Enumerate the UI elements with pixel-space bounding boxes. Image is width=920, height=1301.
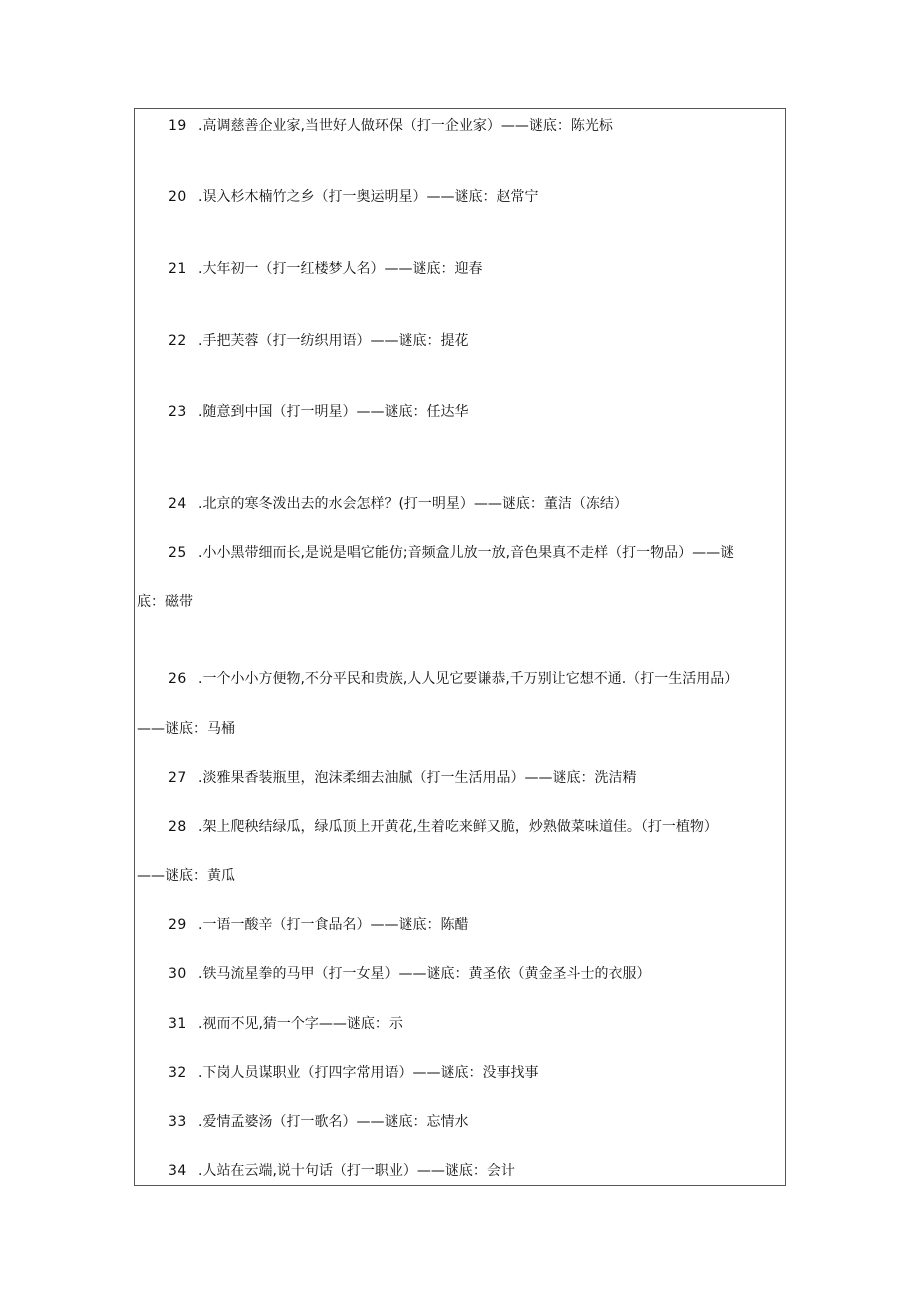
riddle-number: 33	[168, 1114, 187, 1130]
riddle-number: 27	[168, 770, 187, 786]
riddle-26-continuation: ——谜底：马桶	[137, 721, 235, 737]
riddle-text: .随意到中国（打一明星）——谜底：任达华	[198, 404, 469, 420]
riddle-text: .淡雅果香装瓶里，泡沫柔细去油腻（打一生活用品）——谜底：洗洁精	[198, 770, 637, 786]
riddle-number: 31	[168, 1016, 187, 1032]
riddle-text: .手把芙蓉（打一纺织用语）——谜底：提花	[198, 333, 469, 349]
riddle-number: 30	[168, 966, 187, 982]
riddle-25-continuation: 底：磁带	[137, 594, 193, 610]
riddle-text: .爱情孟婆汤（打一歌名）——谜底：忘情水	[198, 1114, 469, 1130]
riddle-text: .一个小小方便物,不分平民和贵族,人人见它要谦恭,千万别让它想不通.（打一生活用品）	[198, 671, 739, 687]
riddle-number: 26	[168, 671, 187, 687]
riddle-text: .下岗人员谋职业（打四字常用语）——谜底：没事找事	[198, 1065, 539, 1081]
riddle-text: .视而不见,猜一个字——谜底：示	[198, 1016, 403, 1032]
riddle-number: 21	[168, 261, 187, 277]
riddle-number: 25	[168, 545, 187, 561]
riddle-number: 24	[168, 496, 187, 512]
riddle-text: .人站在云端,说十句话（打一职业）——谜底：会计	[198, 1163, 515, 1179]
riddle-number: 34	[168, 1163, 187, 1179]
riddle-text: .误入杉木楠竹之乡（打一奥运明星）——谜底：赵常宁	[198, 189, 539, 205]
riddle-number: 29	[168, 917, 187, 933]
riddle-number: 23	[168, 404, 187, 420]
riddle-number: 32	[168, 1065, 187, 1081]
riddle-text: .架上爬秧结绿瓜，绿瓜顶上开黄花,生着吃来鲜又脆，炒熟做菜味道佳。（打一植物）	[198, 819, 718, 835]
riddle-text: .大年初一（打一红楼梦人名）——谜底：迎春	[198, 261, 483, 277]
riddle-text: .高调慈善企业家,当世好人做环保（打一企业家）——谜底：陈光标	[198, 118, 613, 134]
riddle-text: .小小黑带细而长,是说是唱它能仿;音频盒儿放一放,音色果真不走样（打一物品）——谜	[198, 545, 735, 561]
riddle-28-continuation: ——谜底：黄瓜	[137, 868, 235, 884]
riddle-number: 20	[168, 189, 187, 205]
riddle-number: 28	[168, 819, 187, 835]
riddle-text: .铁马流星拳的马甲（打一女星）——谜底：黄圣依（黄金圣斗士的衣服）	[198, 966, 651, 982]
riddle-text: .北京的寒冬泼出去的水会怎样？(打一明星）——谜底：董洁（冻结）	[198, 496, 628, 512]
riddle-text: .一语一酸辛（打一食品名）——谜底：陈醋	[198, 917, 469, 933]
riddle-number: 19	[168, 118, 187, 134]
riddle-number: 22	[168, 333, 187, 349]
